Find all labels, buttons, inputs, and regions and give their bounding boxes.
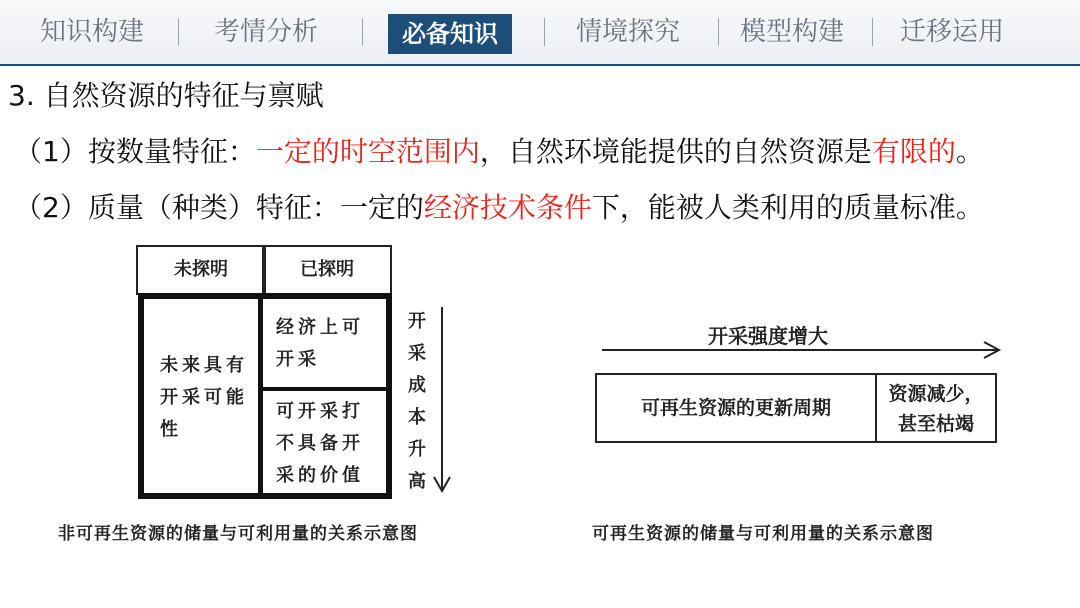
mining-intensity-label: 开采强度增大 — [708, 324, 828, 348]
renewal-cycle-box: 可再生资源的更新周期 — [595, 373, 877, 443]
nav-separator — [362, 18, 363, 46]
economically-minable-text — [276, 312, 364, 376]
nav-tab-scenario-inquiry[interactable]: 情境探究 — [576, 17, 681, 47]
point2-highlight-econ-tech: 经济技术条件 — [423, 191, 592, 224]
economically-minable-line: 经济上可 — [276, 317, 364, 338]
header-unexplored: 未探明 — [136, 245, 266, 295]
nav-tab-model-construction[interactable]: 模型构建 — [740, 17, 845, 47]
nav-tab-essential-knowledge[interactable]: 必备知识 — [388, 14, 512, 54]
nav-tab-exam-analysis[interactable]: 考情分析 — [214, 17, 319, 47]
future-minable-line: 未来具有 — [160, 355, 248, 376]
future-minable-line: 性 — [160, 419, 182, 440]
nav-separator — [872, 18, 873, 46]
point-quantity — [14, 130, 984, 170]
down-arrow-icon — [430, 305, 454, 495]
minable-not-worth-line: 采的价值 — [276, 465, 364, 486]
nav-separator — [718, 18, 719, 46]
right-arrow-icon — [600, 338, 1004, 362]
point1-highlight-limited: 有限的 — [871, 135, 956, 168]
depletion-box — [875, 373, 997, 443]
nav-separator — [544, 18, 545, 46]
minable-not-worth-line: 不具备开 — [276, 433, 364, 454]
point2-prefix: （2）质量（种类）特征：一定的 — [14, 191, 424, 224]
point1-prefix: （1）按数量特征： — [14, 135, 256, 168]
section-title: 3. 自然资源的特征与禀赋 — [8, 79, 324, 112]
point1-middle: ，自然环境能提供的自然资源是 — [479, 135, 872, 168]
minable-not-worth-text — [276, 396, 364, 492]
mining-cost-rise-label — [406, 306, 428, 498]
top-nav — [0, 0, 1080, 66]
point1-highlight-time-space: 一定的时空范围内 — [255, 135, 480, 168]
point-quality — [14, 186, 984, 226]
arrow-label-char: 开 — [408, 311, 426, 332]
header-explored: 已探明 — [262, 245, 392, 295]
arrow-label-char: 采 — [408, 343, 426, 364]
depletion-line: 资源减少， — [888, 383, 984, 405]
divider-vertical — [258, 296, 263, 496]
arrow-label-char: 成 — [408, 375, 426, 396]
future-minable-line: 开采可能 — [160, 387, 248, 408]
nav-tab-transfer-application[interactable]: 迁移运用 — [900, 17, 1005, 47]
point2-suffix: 下，能被人类利用的质量标准。 — [591, 191, 984, 224]
divider-horizontal — [262, 387, 388, 391]
depletion-line: 甚至枯竭 — [897, 413, 974, 435]
point1-suffix: 。 — [955, 135, 984, 168]
nav-tab-knowledge-construction[interactable]: 知识构建 — [40, 17, 145, 47]
renewable-caption: 可再生资源的储量与可利用量的关系示意图 — [592, 524, 934, 544]
nonrenewable-caption: 非可再生资源的储量与可利用量的关系示意图 — [58, 524, 418, 544]
arrow-label-char: 升 — [408, 439, 426, 460]
arrow-label-char: 高 — [408, 471, 426, 492]
minable-not-worth-line: 可开采打 — [276, 401, 364, 422]
future-minable-text — [160, 350, 248, 446]
nav-separator — [178, 18, 179, 46]
economically-minable-line: 开采 — [276, 349, 320, 370]
arrow-label-char: 本 — [408, 407, 426, 428]
